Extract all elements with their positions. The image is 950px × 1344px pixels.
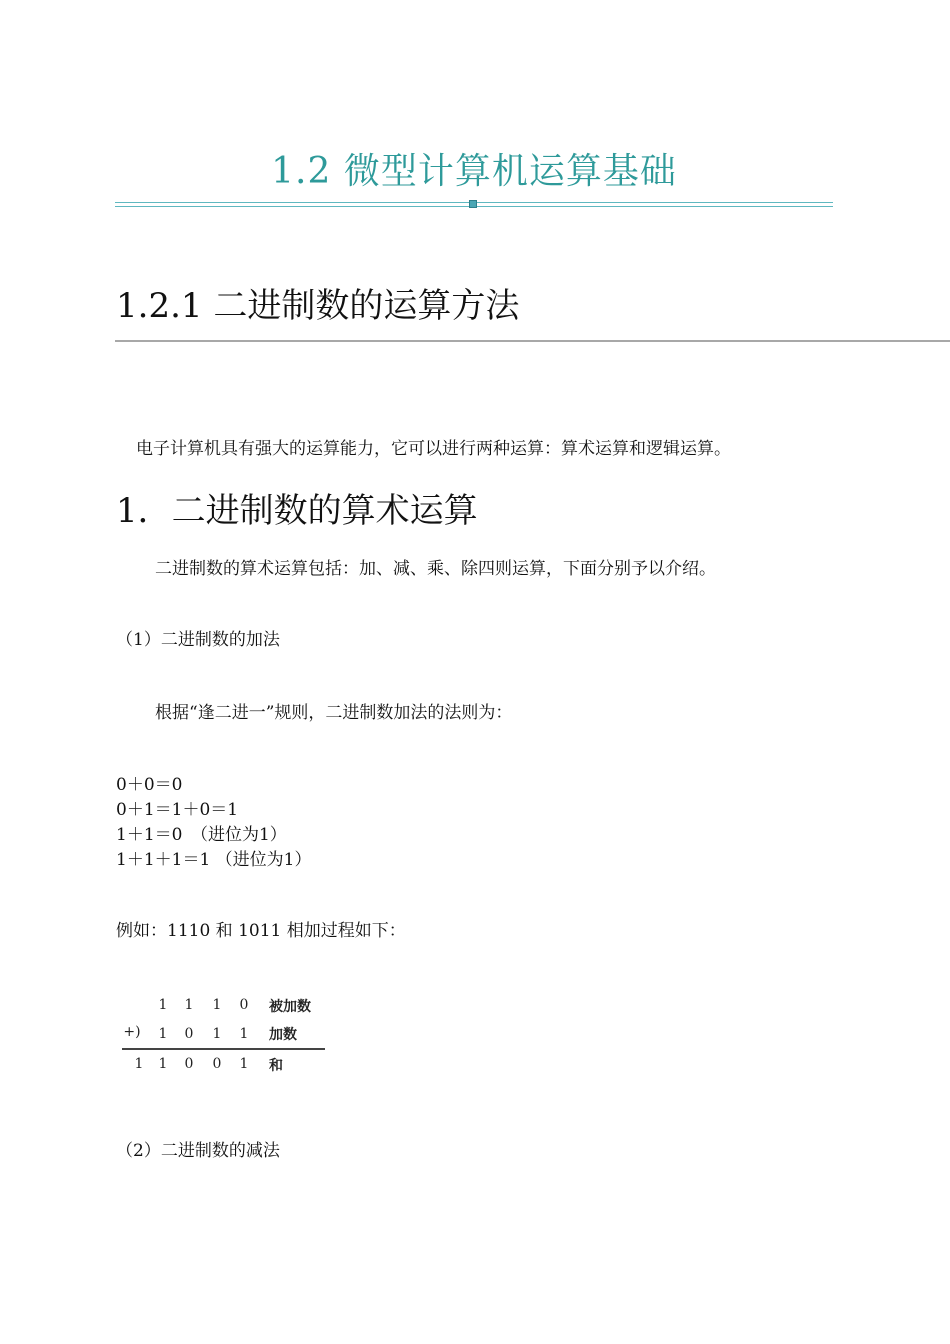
calc-digit: 1 — [184, 997, 194, 1013]
subsection-heading: 1．二进制数的算术运算 — [116, 491, 478, 531]
section-heading: 1.2.1 二进制数的运算方法 — [116, 286, 520, 326]
calc-digit: 1 — [212, 997, 222, 1013]
calc-sum-line — [122, 1048, 325, 1050]
rule-line: 0＋1＝1＋0＝1 — [116, 800, 239, 820]
calc-digit: 0 — [212, 1056, 222, 1072]
section-divider — [115, 340, 950, 342]
intro-paragraph: 电子计算机具有强大的运算能力，它可以进行两种运算：算术运算和逻辑运算。 — [136, 439, 731, 459]
page-title: 1.2 微型计算机运算基础 — [271, 151, 677, 192]
calc-digit: 0 — [184, 1056, 194, 1072]
calc-digit: 1 — [212, 1026, 222, 1042]
calc-digit: 1 — [134, 1056, 144, 1072]
rule-line: 1＋1＝0 （进位为1） — [116, 825, 287, 845]
rule-intro-paragraph: 根据“逢二进一”规则，二进制数加法的法则为： — [155, 703, 513, 723]
divider-ornament — [469, 200, 477, 208]
subsection-paragraph: 二进制数的算术运算包括：加、减、乘、除四则运算，下面分别予以介绍。 — [155, 559, 716, 579]
calc-digit: 0 — [184, 1026, 194, 1042]
example-intro: 例如：1110 和 1011 相加过程如下： — [116, 921, 406, 941]
calc-digit: 1 — [158, 1056, 168, 1072]
calc-digit: 1 — [239, 1026, 249, 1042]
calc-digit: 1 — [239, 1056, 249, 1072]
calc-label-augend: 被加数 — [269, 999, 311, 1015]
item-heading-subtraction: （2）二进制数的减法 — [116, 1141, 280, 1161]
calc-label-sum: 和 — [269, 1058, 283, 1074]
calc-digit: 1 — [158, 1026, 168, 1042]
calc-digit: 1 — [158, 997, 168, 1013]
rule-line: 1＋1＋1＝1 （进位为1） — [116, 850, 312, 870]
rule-line: 0＋0＝0 — [116, 775, 183, 795]
addition-rules — [116, 773, 311, 873]
calc-digit: 0 — [239, 997, 249, 1013]
addition-example-figure — [118, 993, 328, 1075]
calc-operator: +) — [123, 1024, 141, 1040]
calc-label-addend: 加数 — [269, 1027, 297, 1043]
item-heading-addition: （1）二进制数的加法 — [116, 630, 280, 650]
